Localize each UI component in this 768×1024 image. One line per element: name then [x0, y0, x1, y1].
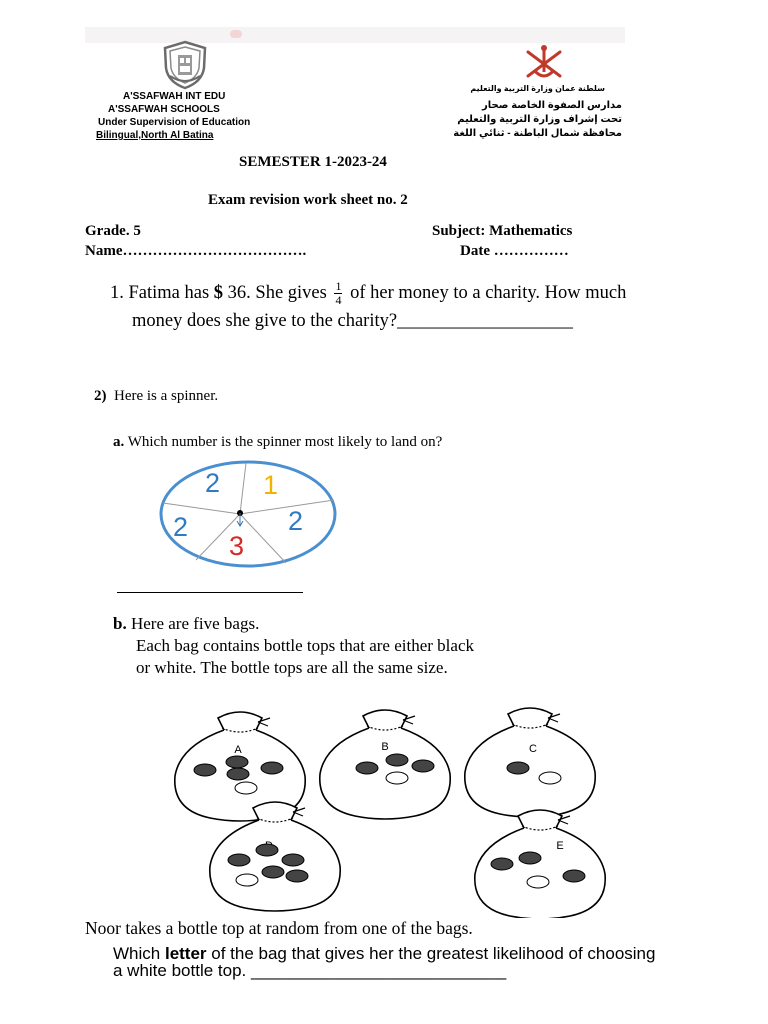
- spinner: [158, 458, 338, 570]
- question-2a-label: a.: [113, 434, 125, 450]
- bag-a-letter: A: [234, 744, 242, 756]
- noor-statement: Noor takes a bottle top at random from one of the bags.: [85, 918, 473, 938]
- question-2b-line-3: or white. The bottle tops are all the same size.: [136, 658, 448, 677]
- question-1-line-2[interactable]: money does she give to the charity?___________________: [132, 311, 573, 331]
- school-location-arabic: محافظة شمال الباطنة - ثنائي اللغة: [453, 128, 622, 139]
- question-2-number: 2): [94, 388, 107, 404]
- question-2: 2) Here is a spinner.: [94, 388, 219, 404]
- worksheet-title: Exam revision work sheet no. 2: [208, 192, 408, 208]
- fraction-one-quarter: $\frac{1}{4}$: [335, 279, 342, 307]
- grade-label: Grade. 5: [85, 223, 141, 239]
- bag-e-letter: E: [556, 840, 564, 852]
- question-1-number: 1.: [110, 282, 124, 303]
- bag-c: [465, 708, 595, 817]
- spinner-number-left: 2: [173, 512, 189, 542]
- letter-emphasis: letter: [164, 944, 207, 963]
- school-supervision-arabic: تحت إشراف وزارة التربية والتعليم: [457, 114, 622, 125]
- bag-e: [475, 810, 605, 918]
- question-2a: a. Which number is the spinner most likely to land on?: [113, 434, 443, 450]
- question-2b-label: b.: [113, 614, 127, 633]
- school-name-line-1: A'SSAFWAH INT EDU: [123, 91, 226, 102]
- school-name-arabic: مدارس الصفوة الخاصة صحار: [482, 100, 622, 111]
- likelihood-answer-line[interactable]: a white bottle top. ___________________________: [113, 961, 507, 980]
- school-supervision-line: Under Supervision of Education: [98, 117, 251, 128]
- bag-b-letter: B: [381, 741, 389, 753]
- question-2b: b. Here are five bags.: [113, 614, 260, 633]
- spinner-number-top-right: 1: [263, 470, 279, 500]
- school-crest-icon: [160, 40, 210, 90]
- bag-b: [320, 710, 450, 819]
- dollar-sign: $: [213, 282, 224, 303]
- name-field[interactable]: Name……………………………….: [85, 243, 307, 259]
- subject-label: Subject: Mathematics: [432, 223, 573, 239]
- likelihood-question: Which letter of the bag that gives her the greatest likelihood of choosing: [113, 944, 656, 963]
- spinner-number-bottom: 3: [229, 531, 245, 561]
- ministry-emblem-icon: [520, 42, 568, 84]
- date-field[interactable]: Date ……………: [460, 243, 569, 259]
- spinner-number-top-left: 2: [205, 468, 221, 498]
- bag-c-letter: C: [529, 743, 537, 755]
- bags-illustration: [170, 706, 610, 918]
- spinner-number-right: 2: [288, 506, 304, 536]
- school-location-line: Bilingual,North Al Batina: [96, 130, 214, 141]
- school-name-line-2: A'SSAFWAH SCHOOLS: [108, 104, 220, 115]
- ministry-name-arabic: سلطنة عمان وزارة التربية والتعليم: [470, 84, 605, 93]
- semester-title: SEMESTER 1-2023-24: [239, 154, 387, 170]
- answer-line-2a[interactable]: [117, 592, 303, 593]
- question-1: 1. Fatima has $ 36. She gives $\frac{1}{4}$ of her money to a charity. How much: [110, 279, 627, 307]
- question-2b-line-2: Each bag contains bottle tops that are either black: [136, 636, 474, 655]
